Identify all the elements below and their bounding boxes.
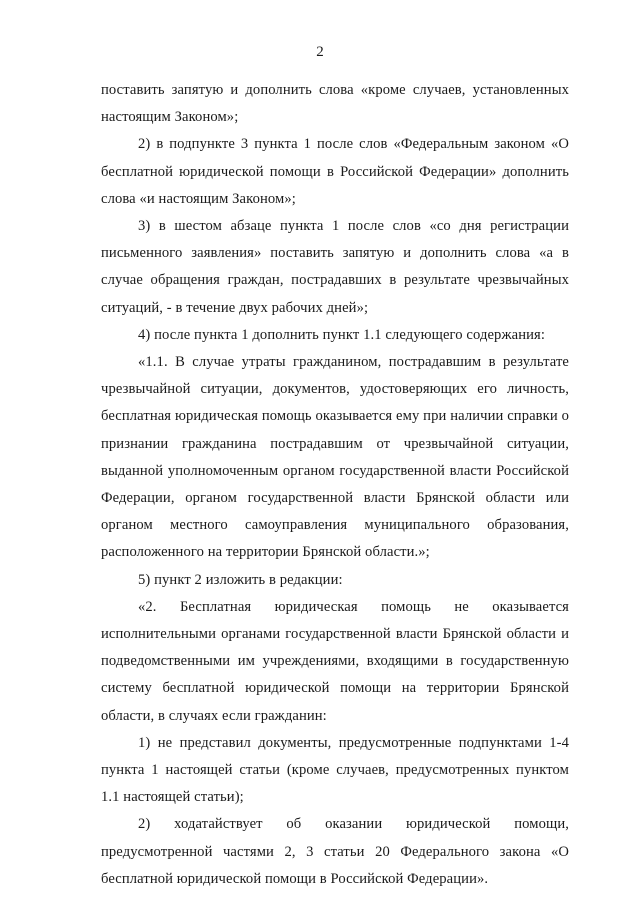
- paragraph-continuation: поставить запятую и дополнить слова «кроме случаев, установленных настоящим Законом»;: [101, 82, 569, 126]
- paragraph-item-5: 5) пункт 2 изложить в редакции:: [138, 571, 343, 588]
- paragraph-subitem-1: 1) не представил документы, предусмотренные подпунктами 1-4 пункта 1 настоящей статьи (кроме случаев, предусмотренных пунктом 1.1 настоящей статьи);: [101, 734, 569, 806]
- paragraph-item-3: 3) в шестом абзаце пункта 1 после слов «со дня регистрации письменного заявления» поставить запятую и дополнить слова «а в случае обращения граждан, пострадавших в результате чрезвычайных ситуаций, - в течение двух рабочих дней»;: [101, 218, 569, 316]
- paragraph-clause-2: «2. Бесплатная юридическая помощь не оказывается исполнительными органами государственной власти Брянской области и подведомственными им учреждениями, входящими в государственную систему бесплатной юридической помощи на территории Брянской области, в случаях если гражданин:: [101, 598, 569, 724]
- paragraph-item-2: 2) в подпункте 3 пункта 1 после слов «Федеральным законом «О бесплатной юридической помощи в Российской Федерации» дополнить слова «и настоящим Законом»;: [101, 136, 569, 207]
- paragraph-subitem-2: 2) ходатайствует об оказании юридической помощи, предусмотренной частями 2, 3 статьи 20 Федерального закона «О бесплатной юридической помощи в Российской Федерации».: [101, 816, 569, 887]
- page-number: 2: [316, 44, 324, 60]
- document-body: [101, 77, 569, 893]
- paragraph-clause-1-1: «1.1. В случае утраты гражданином, пострадавшим в результате чрезвычайной ситуации, документов, удостоверяющих его личность, бесплатная юридическая помощь оказывается ему при наличии справки о признании гражданина пострадавшим от чрезвычайной ситуации, выданной уполномоченным органом государственной власти Российской Федерации, органом государственной власти Брянской области или органом местного самоуправления муниципального образования, расположенного на территории Брянской области.»;: [101, 354, 569, 561]
- paragraph-item-4: 4) после пункта 1 дополнить пункт 1.1 следующего содержания:: [138, 326, 546, 343]
